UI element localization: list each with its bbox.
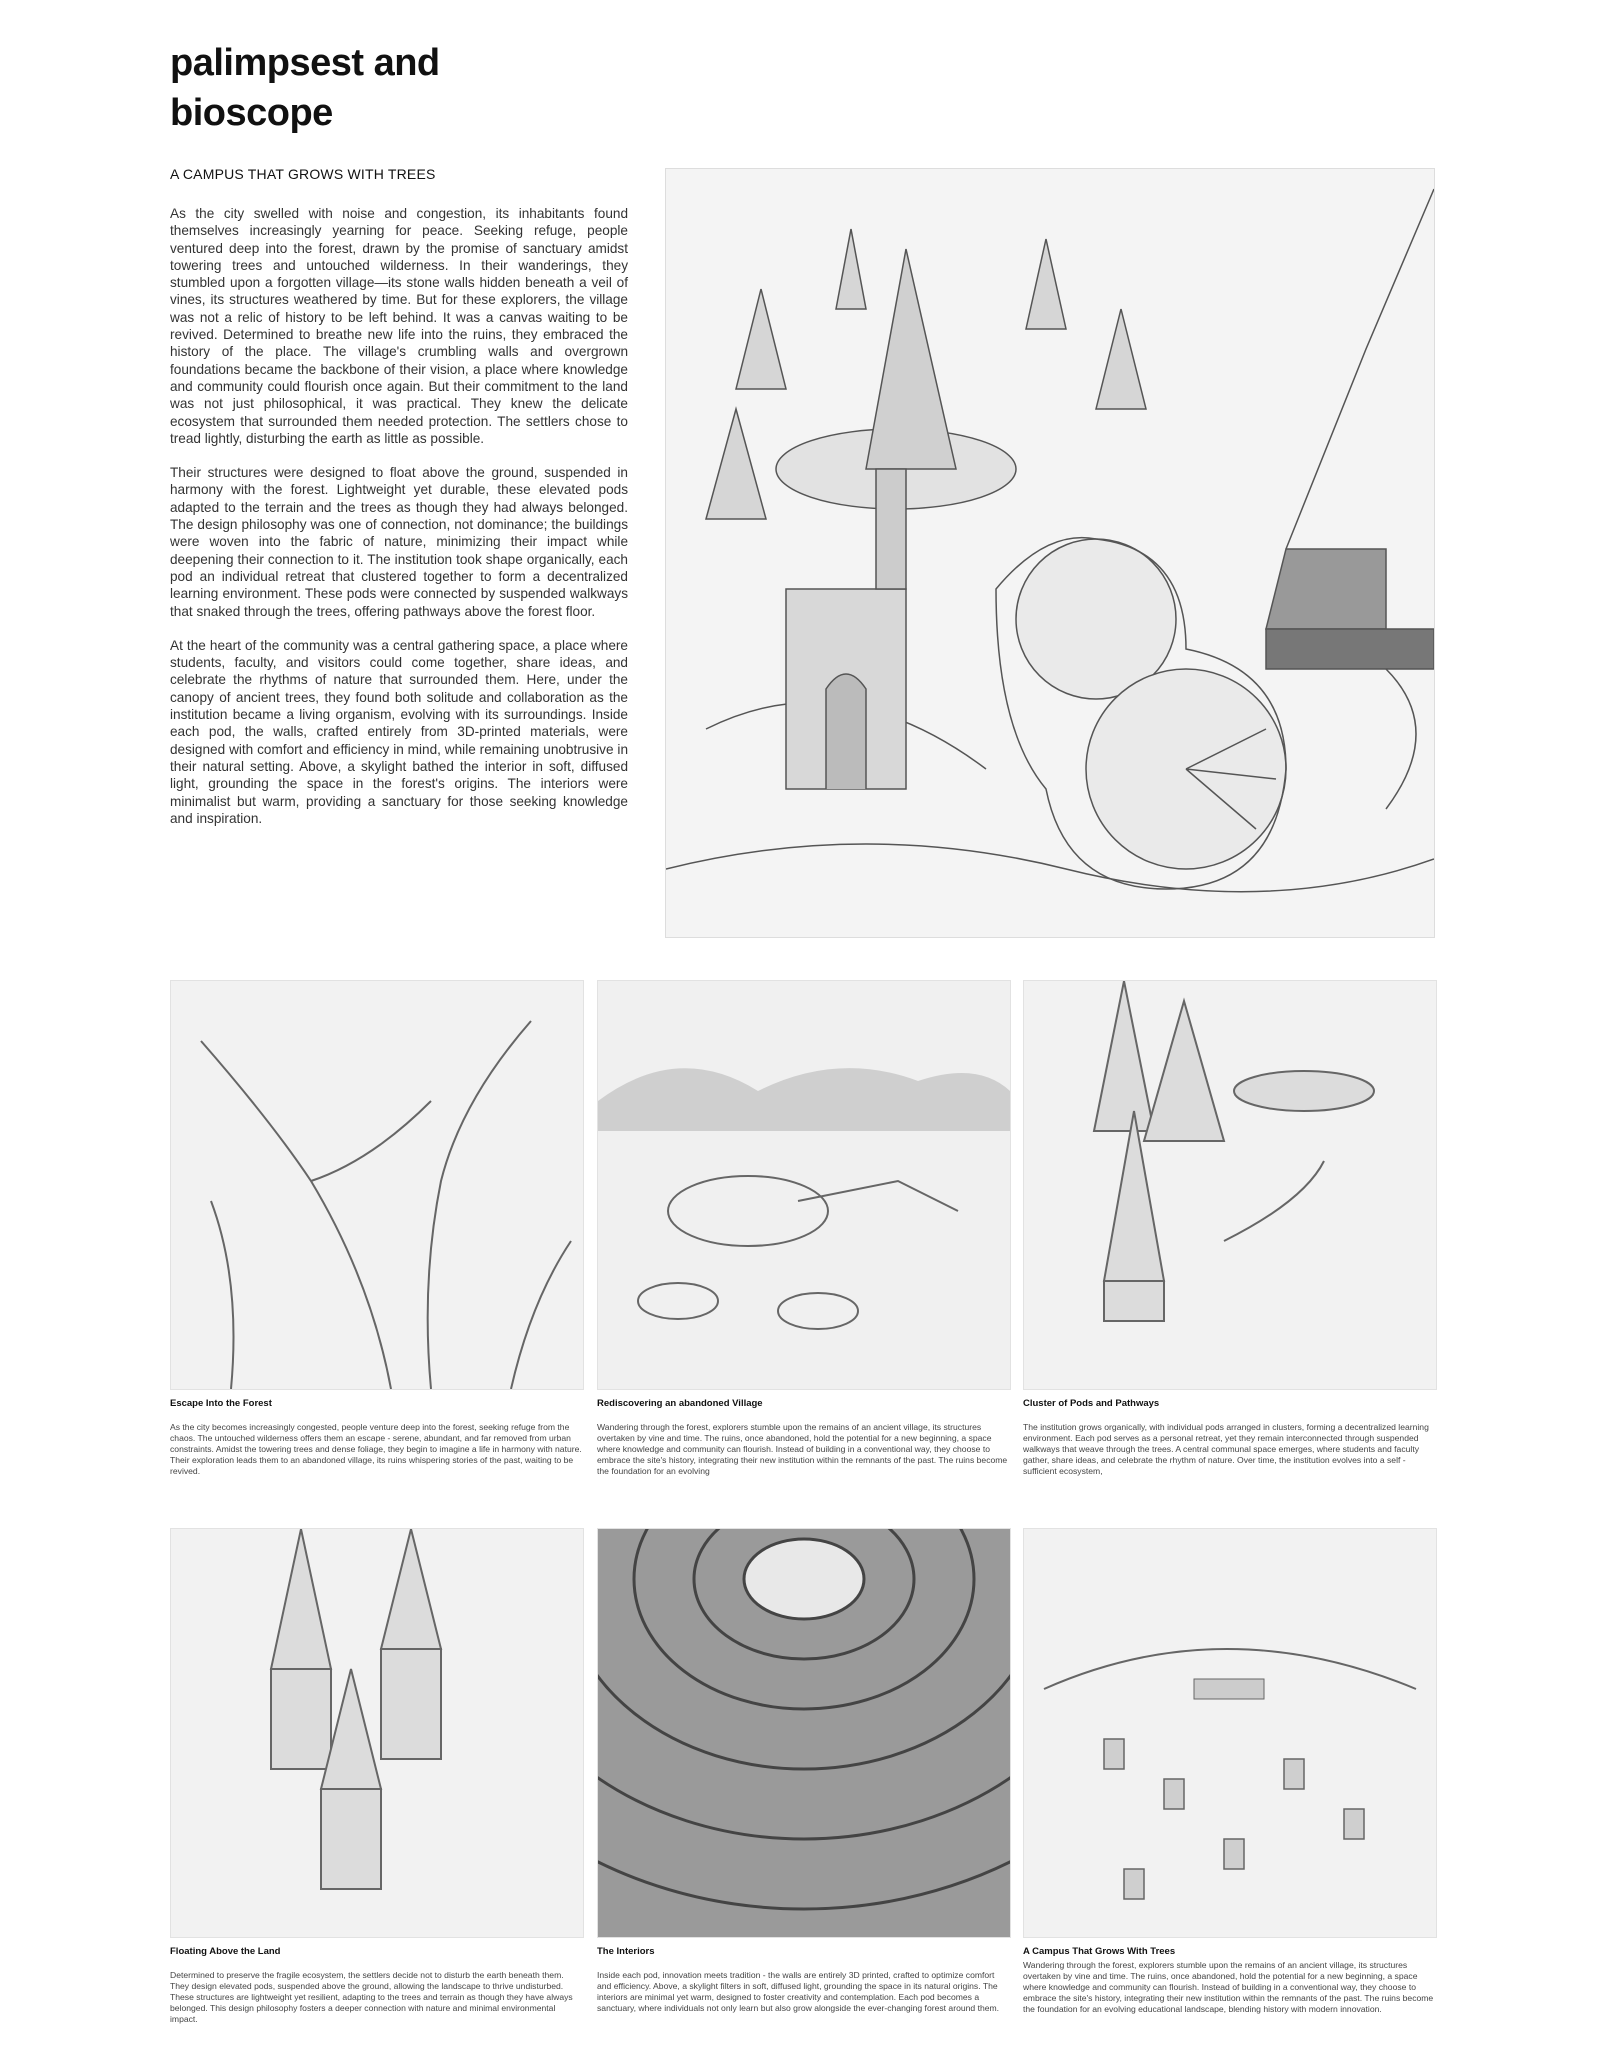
- title-line-1: palimpsest and: [170, 42, 440, 84]
- panel-description: Inside each pod, innovation meets tradition - the walls are entirely 3D printed, crafted to optimize comfort and efficiency. Above, a skylight filters in soft, diffused light, grounding the space in its natural origins. The interiors are minimal yet warm, designed to foster creativity and contemplation. Each pod becomes a sanctuary, where individuals not only learn but also grow alongside the ever-changing forest around them.: [597, 1970, 1000, 2013]
- page-subtitle: A CAMPUS THAT GROWS WITH TREES: [170, 166, 436, 182]
- intro-text: [170, 205, 628, 844]
- panel-image-escape-forest: [170, 980, 584, 1390]
- panel-image-abandoned-village: [597, 980, 1011, 1390]
- panel-title: Rediscovering an abandoned Village: [597, 1398, 763, 1409]
- intro-paragraph: Their structures were designed to float above the ground, suspended in harmony with the forest. Lightweight yet durable, these elevated pods adapted to the terrain and the trees as though they had always belonged. The design philosophy was one of connection, not dominance; the buildings were woven into the fabric of nature, minimizing their impact while deepening their connection to it. The institution took shape organically, each pod an individual retreat that clustered together to form a decentralized learning environment. These pods were connected by suspended walkways that snaked through the trees, offering pathways above the forest floor.: [170, 465, 628, 619]
- panel-image-interiors: [597, 1528, 1011, 1938]
- title-line-2: bioscope: [170, 92, 333, 134]
- panel-description: The institution grows organically, with individual pods arranged in clusters, forming a decentralized learning environment. Each pod serves as a personal retreat, yet they remain interconnected through suspended walkways that weave through the trees. A central communal space emerges, where students and faculty gather, share ideas, and celebrate the rhythm of nature. Over time, the institution evolves into a self - sufficient ecosystem,: [1023, 1422, 1429, 1476]
- panel-image-campus-trees: [1023, 1528, 1437, 1938]
- panel-description: Wandering through the forest, explorers stumble upon the remains of an ancient village, its structures overtaken by vine and time. The ruins, once abandoned, hold the potential for a new beginning, a space where knowledge and community can flourish. Instead of building in a conventional way, they choose to embrace the site's history, integrating their new institution within the remnants of the past. The ruins become the foundation for an evolving educational landscape, blending history with modern innovation.: [1023, 1960, 1434, 2014]
- panel-title: Escape Into the Forest: [170, 1398, 272, 1409]
- panel-title: A Campus That Grows With Trees: [1023, 1946, 1176, 1957]
- panel-description: As the city becomes increasingly congested, people venture deep into the forest, seeking refuge from the chaos. The untouched wilderness offers them an escape - serene, abundant, and far removed from urban constraints. Amidst the towering trees and dense foliage, they begin to imagine a life in harmony with nature. Their exploration leads them to an abandoned village, its ruins whispering stories of the past, waiting to be revived.: [170, 1422, 582, 1476]
- hero-sketch-image: [665, 168, 1435, 938]
- page-title: [170, 38, 440, 138]
- panel-title: Floating Above the Land: [170, 1946, 281, 1957]
- panel-image-floating-pods: [170, 1528, 584, 1938]
- panel-description: Determined to preserve the fragile ecosystem, the settlers decide not to disturb the earth beneath them. They design elevated pods, suspended above the ground, allowing the landscape to thrive undisturbed. These structures are lightweight yet resilient, adapting to the trees and terrain as though they have always belonged. This design philosophy fosters a deeper connection with nature and minimal environmental impact.: [170, 1970, 573, 2024]
- intro-paragraph: At the heart of the community was a central gathering space, a place where students, faculty, and visitors could come together, share ideas, and celebrate the rhythms of nature that surrounded them. Here, under the canopy of ancient trees, they found both solitude and collaboration as the institution became a living organism, evolving with its surroundings. Inside each pod, the walls, crafted entirely from 3D-printed materials, were designed with comfort and efficiency in mind, while remaining unobtrusive in their natural setting. Above, a skylight bathed the interior in soft, diffused light, grounding the space in the forest's origins. The interiors were minimalist but warm, providing a sanctuary for those seeking knowledge and inspiration.: [170, 637, 628, 826]
- panel-image-cluster-pods: [1023, 980, 1437, 1390]
- panel-description: Wandering through the forest, explorers stumble upon the remains of an ancient village, its structures overtaken by vine and time. The ruins, once abandoned, hold the potential for a new beginning, a space where knowledge and community can flourish. Instead of building in a conventional way, they choose to embrace the site's history, integrating their new institution within the remnants of the past. The ruins become the foundation for an evolving: [597, 1422, 1008, 1476]
- panel-title: The Interiors: [597, 1946, 655, 1957]
- panel-title: Cluster of Pods and Pathways: [1023, 1398, 1160, 1409]
- intro-paragraph: As the city swelled with noise and congestion, its inhabitants found themselves increasingly yearning for peace. Seeking refuge, people ventured deep into the forest, drawn by the promise of sanctuary amidst towering trees and untouched wilderness. In their wanderings, they stumbled upon a forgotten village—its stone walls hidden beneath a veil of vines, its structures weathered by time. But for these explorers, the village was not a relic of history to be left behind. It was a canvas waiting to be revived. Determined to breathe new life into the ruins, they embraced the history of the place. The village's crumbling walls and overgrown foundations became the backbone of their vision, a place where knowledge and community could flourish once again. But their commitment to the land was not just philosophical, it was practical. They knew the delicate ecosystem that surrounded them needed protection. The settlers chose to tread lightly, disturbing the earth as little as possible.: [170, 206, 628, 446]
